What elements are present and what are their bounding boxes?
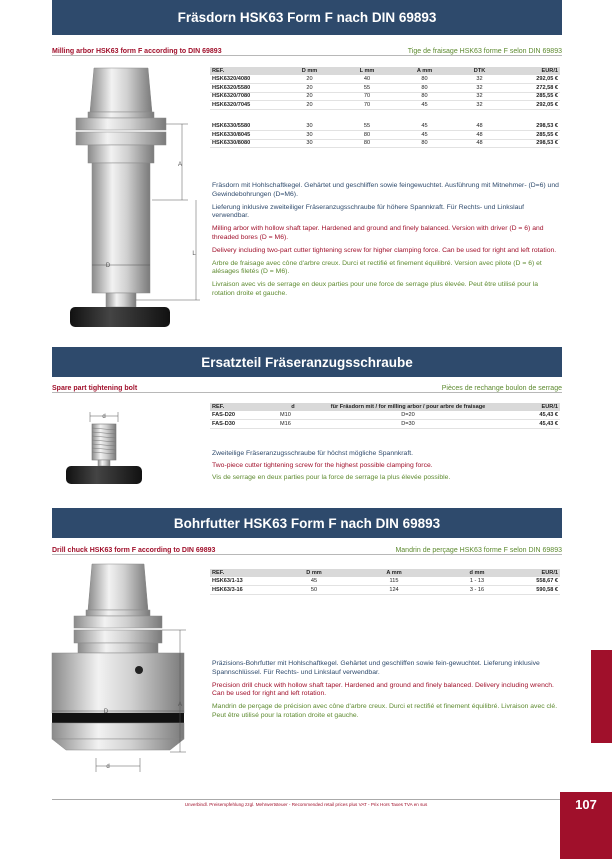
cell: 80 bbox=[397, 84, 452, 93]
col-header: REF. bbox=[210, 403, 278, 411]
table-row bbox=[210, 84, 560, 93]
dim-a-label: A bbox=[177, 702, 183, 708]
section2-subtitle-fr: Pièces de rechange boulon de serrage bbox=[441, 385, 562, 392]
cell-price: 298,53 € bbox=[507, 139, 560, 148]
col-header: DTK bbox=[452, 67, 507, 75]
dim-d-small-label: d bbox=[106, 764, 110, 770]
cell: 45 bbox=[397, 122, 452, 131]
cell: 30 bbox=[282, 139, 337, 148]
desc-fr-1: Arbre de fraisage avec cône d'arbre creux. Durci et rectifié et finement équilibré. Version avec pilote (D = 6) et alésages filetés (D = M6). bbox=[212, 259, 542, 276]
tightening-bolt-drawing bbox=[60, 408, 160, 492]
cell: D=20 bbox=[308, 411, 508, 420]
table-row bbox=[210, 420, 560, 429]
cell: 70 bbox=[337, 101, 397, 110]
cell: D=30 bbox=[308, 420, 508, 429]
drill-chuck-drawing bbox=[30, 560, 195, 782]
cell: 80 bbox=[337, 139, 397, 148]
col-header: L mm bbox=[337, 67, 397, 75]
section1-subtitle-de: Milling arbor HSK63 form F according to DIN 69893 bbox=[52, 48, 222, 55]
col-header: D mm bbox=[282, 67, 337, 75]
col-header: EUR/1 bbox=[512, 569, 560, 577]
col-header: EUR/1 bbox=[508, 403, 560, 411]
cell-ref: HSK6320/7045 bbox=[210, 101, 282, 110]
cell: 1 - 13 bbox=[442, 577, 512, 586]
cell-ref: HSK6330/8045 bbox=[210, 131, 282, 140]
table-row bbox=[210, 411, 560, 420]
desc-de: Präzisions-Bohrfutter mit Hohlschaftkegel. Gehärtet und geschliffen sowie fein-gewuchtet. Lieferung inklusive Spannschlüssel. Für Rechts- und Linkslauf verwendbar. bbox=[212, 660, 540, 676]
section3-subtitle-fr: Mandrin de perçage HSK63 forme F selon DIN 69893 bbox=[395, 547, 562, 554]
cell-price: 292,05 € bbox=[507, 101, 560, 110]
cell: 32 bbox=[452, 92, 507, 101]
table-row bbox=[210, 122, 560, 131]
col-header: d mm bbox=[442, 569, 512, 577]
cell: 20 bbox=[282, 84, 337, 93]
milling-arbor-drawing bbox=[52, 62, 202, 342]
desc-de-1: Fräsdorn mit Hohlschaftkegel. Gehärtet und geschliffen sowie feingewuchtet. Ausführung mit Mitnehmer- (D=6) und Gewindebohrungen (D=M6). bbox=[212, 182, 559, 198]
cell: 124 bbox=[346, 586, 442, 595]
desc-de: Zweiteilige Fräseranzugsschraube für höchst mögliche Spannkraft. bbox=[212, 450, 413, 457]
cell: 20 bbox=[282, 75, 337, 84]
col-header: REF. bbox=[210, 67, 282, 75]
table-spacer bbox=[210, 109, 560, 122]
section1-title: Fräsdorn HSK63 Form F nach DIN 69893 bbox=[52, 0, 562, 35]
table-row bbox=[210, 577, 560, 586]
section3-table bbox=[210, 569, 560, 595]
cell: 55 bbox=[337, 122, 397, 131]
section3-description bbox=[212, 660, 560, 725]
section1-subtitle-row bbox=[52, 44, 562, 56]
cell: 30 bbox=[282, 131, 337, 140]
col-header: für Fräsdorn mit / for milling arbor / pour arbre de fraisage bbox=[308, 403, 508, 411]
cell-price: 298,53 € bbox=[507, 122, 560, 131]
section1-table bbox=[210, 67, 560, 148]
cell: 40 bbox=[337, 75, 397, 84]
cell: M16 bbox=[278, 420, 308, 429]
dim-a-label: A bbox=[177, 162, 183, 168]
cell-ref: HSK6320/7080 bbox=[210, 92, 282, 101]
desc-en-2: Delivery including two-part cutter tightening screw for higher clamping force. Can be used for right and left rotation. bbox=[212, 246, 557, 254]
footer-note: Unverbindl. Preisempfehlung zzgl. Mehrwertsteuer - Recommended retail prices plus VAT - Prix Hors Taxes TVA en sus bbox=[184, 802, 428, 807]
col-header: EUR/1 bbox=[507, 67, 560, 75]
cell: 32 bbox=[452, 75, 507, 84]
cell: 20 bbox=[282, 101, 337, 110]
cell: 3 - 16 bbox=[442, 586, 512, 595]
cell: 80 bbox=[397, 92, 452, 101]
section1-description bbox=[212, 182, 560, 303]
col-header: REF. bbox=[210, 569, 282, 577]
table-row bbox=[210, 131, 560, 140]
dim-d-small-label: d bbox=[102, 414, 106, 420]
cell: 80 bbox=[397, 75, 452, 84]
table-row bbox=[210, 101, 560, 110]
table-header-row bbox=[210, 569, 560, 577]
dim-l-label: L bbox=[192, 251, 196, 257]
col-header: d bbox=[278, 403, 308, 411]
table-header-row bbox=[210, 67, 560, 75]
footer-divider bbox=[52, 799, 560, 800]
section2-table bbox=[210, 403, 560, 429]
desc-en: Precision drill chuck with hollow shaft taper. Hardened and ground and finely balanced. Delivery including wrench. Can be used for right and left rotation. bbox=[212, 681, 554, 698]
cell-ref: HSK6330/8080 bbox=[210, 139, 282, 148]
cell-price: 45,43 € bbox=[508, 420, 560, 429]
table-row bbox=[210, 92, 560, 101]
table-row bbox=[210, 139, 560, 148]
desc-en-1: Milling arbor with hollow shaft taper. Hardened and ground and finely balanced. Version with driver (D = 6) and threaded bores (D = M6). bbox=[212, 225, 544, 241]
cell-price: 590,58 € bbox=[512, 586, 560, 595]
cell-price: 292,05 € bbox=[507, 75, 560, 84]
cell: M10 bbox=[278, 411, 308, 420]
col-header: D mm bbox=[282, 569, 346, 577]
cell: 48 bbox=[452, 139, 507, 148]
page-number: 107 bbox=[560, 792, 612, 859]
section2-description bbox=[212, 450, 560, 486]
section1-subtitle-fr: Tige de fraisage HSK63 forme F selon DIN 69893 bbox=[407, 48, 562, 55]
dim-d-label: D bbox=[105, 263, 111, 269]
section3-title: Bohrfutter HSK63 Form F nach DIN 69893 bbox=[52, 508, 562, 538]
cell-price: 272,58 € bbox=[507, 84, 560, 93]
cell-ref: HSK6330/5580 bbox=[210, 122, 282, 131]
cell: 30 bbox=[282, 122, 337, 131]
cell: 80 bbox=[337, 131, 397, 140]
cell-price: 285,55 € bbox=[507, 92, 560, 101]
cell: 45 bbox=[282, 577, 346, 586]
cell-ref: HSK63/3-16 bbox=[210, 586, 282, 595]
cell: 45 bbox=[397, 101, 452, 110]
table-row bbox=[210, 586, 560, 595]
cell: 55 bbox=[337, 84, 397, 93]
section2-title: Ersatzteil Fräseranzugsschraube bbox=[52, 347, 562, 377]
desc-fr: Vis de serrage en deux parties pour la force de serrage la plus élevée possible. bbox=[212, 473, 451, 481]
cell-price: 45,43 € bbox=[508, 411, 560, 420]
cell-price: 285,55 € bbox=[507, 131, 560, 140]
cell: 32 bbox=[452, 84, 507, 93]
section2-subtitle-row bbox=[52, 381, 562, 393]
cell: 80 bbox=[397, 139, 452, 148]
chapter-tab bbox=[591, 650, 612, 743]
cell-price: 558,67 € bbox=[512, 577, 560, 586]
col-header: A mm bbox=[346, 569, 442, 577]
section2-subtitle-de: Spare part tightening bolt bbox=[52, 385, 138, 392]
cell: 20 bbox=[282, 92, 337, 101]
cell-ref: HSK6320/5580 bbox=[210, 84, 282, 93]
desc-fr: Mandrin de perçage de précision avec cône d'arbre creux. Durci et rectifié et finement équilibré. Livraison avec clé. Peut être utilisé pour la rotation droite et gauche. bbox=[212, 703, 558, 719]
section3-subtitle-row bbox=[52, 543, 562, 555]
cell-ref: HSK63/1-13 bbox=[210, 577, 282, 586]
section3-subtitle-de: Drill chuck HSK63 form F according to DIN 69893 bbox=[52, 547, 216, 554]
cell: 115 bbox=[346, 577, 442, 586]
cell: 32 bbox=[452, 101, 507, 110]
dim-d-big-label: D bbox=[103, 709, 109, 715]
cell-ref: FAS-D30 bbox=[210, 420, 278, 429]
table-row bbox=[210, 75, 560, 84]
cell-ref: HSK6320/4080 bbox=[210, 75, 282, 84]
col-header: A mm bbox=[397, 67, 452, 75]
desc-de-2: Lieferung inklusive zweiteiliger Fräseranzugsschraube für höhere Spannkraft. Für Rechts- und Linkslauf verwendbar. bbox=[212, 203, 525, 220]
cell: 48 bbox=[452, 122, 507, 131]
desc-fr-2: Livraison avec vis de serrage en deux parties pour une force de serrage plus élevée. Peut être utilisé pour la rotation droite et gauche. bbox=[212, 281, 539, 297]
desc-en: Two-piece cutter tightening screw for the highest possible clamping force. bbox=[212, 461, 433, 469]
cell: 48 bbox=[452, 131, 507, 140]
cell: 45 bbox=[397, 131, 452, 140]
cell: 70 bbox=[337, 92, 397, 101]
table-header-row bbox=[210, 403, 560, 411]
cell: 50 bbox=[282, 586, 346, 595]
cell-ref: FAS-D20 bbox=[210, 411, 278, 420]
